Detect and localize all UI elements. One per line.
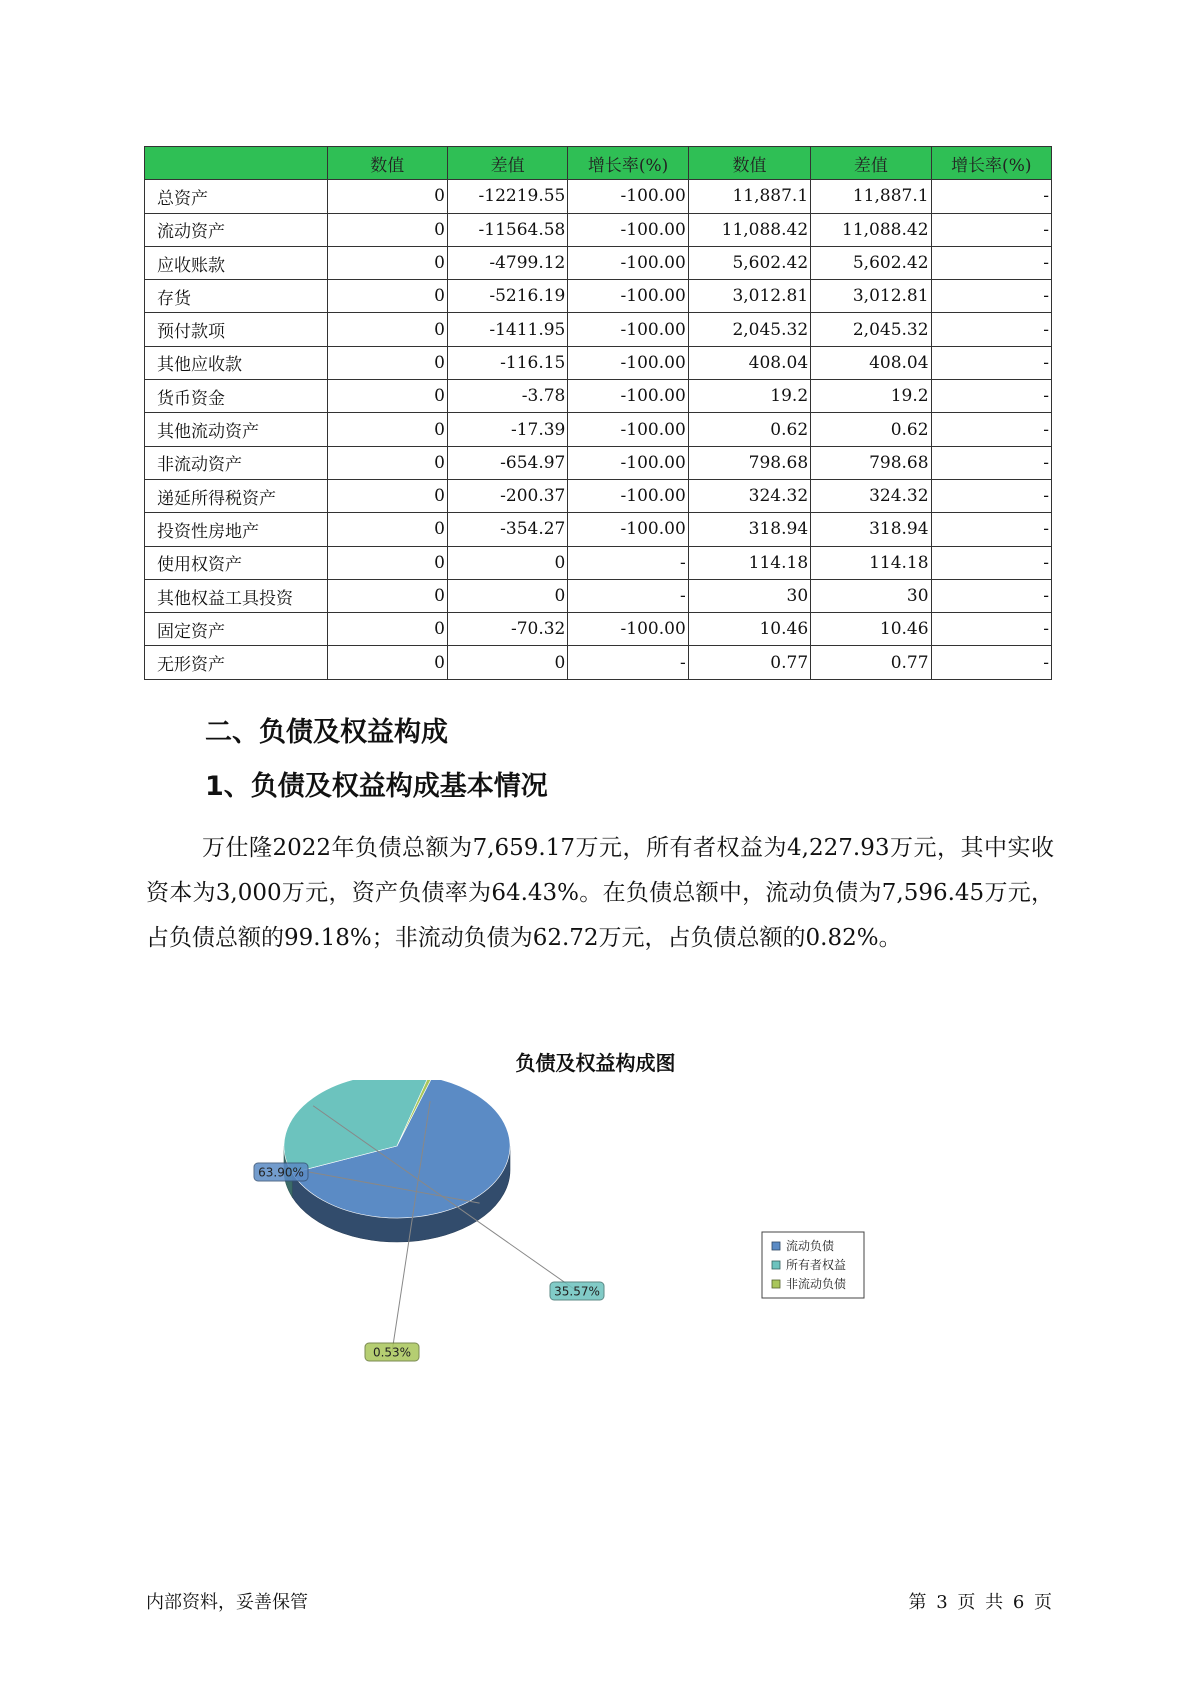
table-cell: - bbox=[931, 613, 1051, 646]
table-cell: 19.2 bbox=[688, 380, 810, 413]
row-label: 递延所得税资产 bbox=[145, 479, 328, 512]
table-cell: 0.77 bbox=[688, 646, 810, 679]
table-row bbox=[145, 213, 1052, 246]
table-cell: - bbox=[931, 380, 1051, 413]
data-label: 63.90% bbox=[258, 1165, 304, 1180]
table-cell: - bbox=[931, 446, 1051, 479]
table-cell: 0 bbox=[327, 180, 447, 213]
table-cell: 798.68 bbox=[688, 446, 810, 479]
subsection-heading: 1、负债及权益构成基本情况 bbox=[205, 771, 548, 802]
table-cell: 0 bbox=[327, 613, 447, 646]
table-row bbox=[145, 313, 1052, 346]
table-cell: -354.27 bbox=[447, 513, 567, 546]
table-cell: 30 bbox=[688, 579, 810, 612]
table-cell: -11564.58 bbox=[447, 213, 567, 246]
table-cell: 0 bbox=[447, 579, 567, 612]
table-cell: 0.77 bbox=[811, 646, 931, 679]
table-cell: -70.32 bbox=[447, 613, 567, 646]
row-label: 其他流动资产 bbox=[145, 413, 328, 446]
body-paragraph: 万仕隆2022年负债总额为7,659.17万元，所有者权益为4,227.93万元，其中实收资本为3,000万元，资产负债率为64.43%。在负债总额中，流动负债为7,596.45万元，占负债总额的99.18%；非流动负债为62.72万元，占负债总额的0.82%。 bbox=[146, 835, 1054, 951]
row-label: 其他权益工具投资 bbox=[145, 579, 328, 612]
table-cell: - bbox=[931, 646, 1051, 679]
table-cell: 0 bbox=[327, 246, 447, 279]
table-cell: 408.04 bbox=[811, 346, 931, 379]
table-cell: 0 bbox=[447, 646, 567, 679]
table-cell: 11,887.1 bbox=[811, 180, 931, 213]
legend-label: 非流动负债 bbox=[786, 1277, 847, 1291]
table-cell: 5,602.42 bbox=[688, 246, 810, 279]
table-row bbox=[145, 346, 1052, 379]
table-cell: 2,045.32 bbox=[688, 313, 810, 346]
legend-swatch bbox=[772, 1261, 780, 1269]
table-cell: -100.00 bbox=[568, 280, 688, 313]
table-cell: 10.46 bbox=[688, 613, 810, 646]
section-heading: 二、负债及权益构成 bbox=[205, 717, 448, 748]
table-row bbox=[145, 579, 1052, 612]
table-cell: 0 bbox=[327, 546, 447, 579]
table-row bbox=[145, 413, 1052, 446]
table-cell: -100.00 bbox=[568, 180, 688, 213]
table-cell: 11,088.42 bbox=[688, 213, 810, 246]
table-cell: -116.15 bbox=[447, 346, 567, 379]
legend-label: 所有者权益 bbox=[786, 1258, 847, 1272]
table-cell: 0.62 bbox=[811, 413, 931, 446]
table-cell: 0 bbox=[327, 646, 447, 679]
table-cell: 0 bbox=[327, 280, 447, 313]
row-label: 非流动资产 bbox=[145, 446, 328, 479]
asset-table bbox=[144, 146, 1052, 680]
table-header-cell: 增长率(%) bbox=[568, 147, 688, 180]
table-cell: 0 bbox=[327, 213, 447, 246]
table-cell: 318.94 bbox=[688, 513, 810, 546]
table-cell: 0 bbox=[327, 479, 447, 512]
table-cell: 324.32 bbox=[688, 479, 810, 512]
table-cell: - bbox=[931, 280, 1051, 313]
table-cell: -100.00 bbox=[568, 313, 688, 346]
table-cell: 114.18 bbox=[688, 546, 810, 579]
table-header-cell: 增长率(%) bbox=[931, 147, 1051, 180]
table-header-row bbox=[145, 147, 1052, 180]
legend-swatch bbox=[772, 1242, 780, 1250]
table-cell: 0 bbox=[327, 380, 447, 413]
row-label: 固定资产 bbox=[145, 613, 328, 646]
table-cell: -100.00 bbox=[568, 246, 688, 279]
table-cell: 3,012.81 bbox=[688, 280, 810, 313]
table-header-cell: 数值 bbox=[327, 147, 447, 180]
table-cell: - bbox=[568, 546, 688, 579]
footer-page-number: 第 3 页 共 6 页 bbox=[908, 1592, 1052, 1613]
table-cell: -654.97 bbox=[447, 446, 567, 479]
table-row bbox=[145, 646, 1052, 679]
table-cell: 408.04 bbox=[688, 346, 810, 379]
table-cell: -3.78 bbox=[447, 380, 567, 413]
table-cell: -17.39 bbox=[447, 413, 567, 446]
table-cell: 318.94 bbox=[811, 513, 931, 546]
legend-swatch bbox=[772, 1280, 780, 1288]
table-row bbox=[145, 613, 1052, 646]
table-cell: - bbox=[931, 479, 1051, 512]
data-label: 35.57% bbox=[554, 1284, 600, 1299]
table-row bbox=[145, 479, 1052, 512]
table-body bbox=[145, 180, 1052, 679]
table-cell: -100.00 bbox=[568, 513, 688, 546]
table-cell: - bbox=[931, 346, 1051, 379]
table-cell: 10.46 bbox=[811, 613, 931, 646]
table-cell: - bbox=[931, 213, 1051, 246]
table-header-cell: 差值 bbox=[447, 147, 567, 180]
table-cell: 2,045.32 bbox=[811, 313, 931, 346]
pie-chart bbox=[0, 1080, 1191, 1380]
table-cell: 0 bbox=[327, 513, 447, 546]
row-label: 总资产 bbox=[145, 180, 328, 213]
table-cell: -5216.19 bbox=[447, 280, 567, 313]
table-cell: 0 bbox=[447, 546, 567, 579]
table-cell: - bbox=[931, 579, 1051, 612]
footer-confidential: 内部资料，妥善保管 bbox=[146, 1592, 308, 1613]
table-cell: -100.00 bbox=[568, 346, 688, 379]
table-cell: 19.2 bbox=[811, 380, 931, 413]
row-label: 存货 bbox=[145, 280, 328, 313]
table-cell: - bbox=[931, 180, 1051, 213]
table-cell: 798.68 bbox=[811, 446, 931, 479]
table-cell: 30 bbox=[811, 579, 931, 612]
table-cell: 0 bbox=[327, 413, 447, 446]
table-row bbox=[145, 446, 1052, 479]
table-cell: 0 bbox=[327, 446, 447, 479]
table-cell: -200.37 bbox=[447, 479, 567, 512]
row-label: 使用权资产 bbox=[145, 546, 328, 579]
table-cell: 0 bbox=[327, 313, 447, 346]
table-cell: 11,887.1 bbox=[688, 180, 810, 213]
table-cell: 3,012.81 bbox=[811, 280, 931, 313]
table-row bbox=[145, 513, 1052, 546]
row-label: 投资性房地产 bbox=[145, 513, 328, 546]
data-label: 0.53% bbox=[372, 1345, 412, 1360]
legend-label: 流动负债 bbox=[786, 1239, 835, 1253]
table-cell: - bbox=[931, 313, 1051, 346]
table-cell: - bbox=[931, 513, 1051, 546]
table-cell: - bbox=[931, 546, 1051, 579]
table-row bbox=[145, 380, 1052, 413]
table-cell: -1411.95 bbox=[447, 313, 567, 346]
row-label: 无形资产 bbox=[145, 646, 328, 679]
table-row bbox=[145, 246, 1052, 279]
table-header-cell: 数值 bbox=[688, 147, 810, 180]
row-label: 其他应收款 bbox=[145, 346, 328, 379]
table-cell: -100.00 bbox=[568, 413, 688, 446]
table-row bbox=[145, 180, 1052, 213]
table-row bbox=[145, 280, 1052, 313]
table-header-cell: 差值 bbox=[811, 147, 931, 180]
row-label: 流动资产 bbox=[145, 213, 328, 246]
table-cell: 11,088.42 bbox=[811, 213, 931, 246]
table-cell: -100.00 bbox=[568, 213, 688, 246]
table-cell: -100.00 bbox=[568, 380, 688, 413]
table-cell: -12219.55 bbox=[447, 180, 567, 213]
row-label: 预付款项 bbox=[145, 313, 328, 346]
table-cell: - bbox=[931, 413, 1051, 446]
table-cell: -100.00 bbox=[568, 613, 688, 646]
table-cell: -4799.12 bbox=[447, 246, 567, 279]
table-cell: 114.18 bbox=[811, 546, 931, 579]
table-cell: 0 bbox=[327, 346, 447, 379]
table-cell: 0.62 bbox=[688, 413, 810, 446]
row-label: 货币资金 bbox=[145, 380, 328, 413]
table-cell: 324.32 bbox=[811, 479, 931, 512]
table-cell: -100.00 bbox=[568, 479, 688, 512]
table-row bbox=[145, 546, 1052, 579]
table-cell: - bbox=[568, 579, 688, 612]
table-header-cell bbox=[145, 147, 328, 180]
table-cell: - bbox=[568, 646, 688, 679]
table-cell: -100.00 bbox=[568, 446, 688, 479]
table-cell: 5,602.42 bbox=[811, 246, 931, 279]
chart-title: 负债及权益构成图 bbox=[515, 1051, 676, 1075]
table-cell: 0 bbox=[327, 579, 447, 612]
row-label: 应收账款 bbox=[145, 246, 328, 279]
table-cell: - bbox=[931, 246, 1051, 279]
